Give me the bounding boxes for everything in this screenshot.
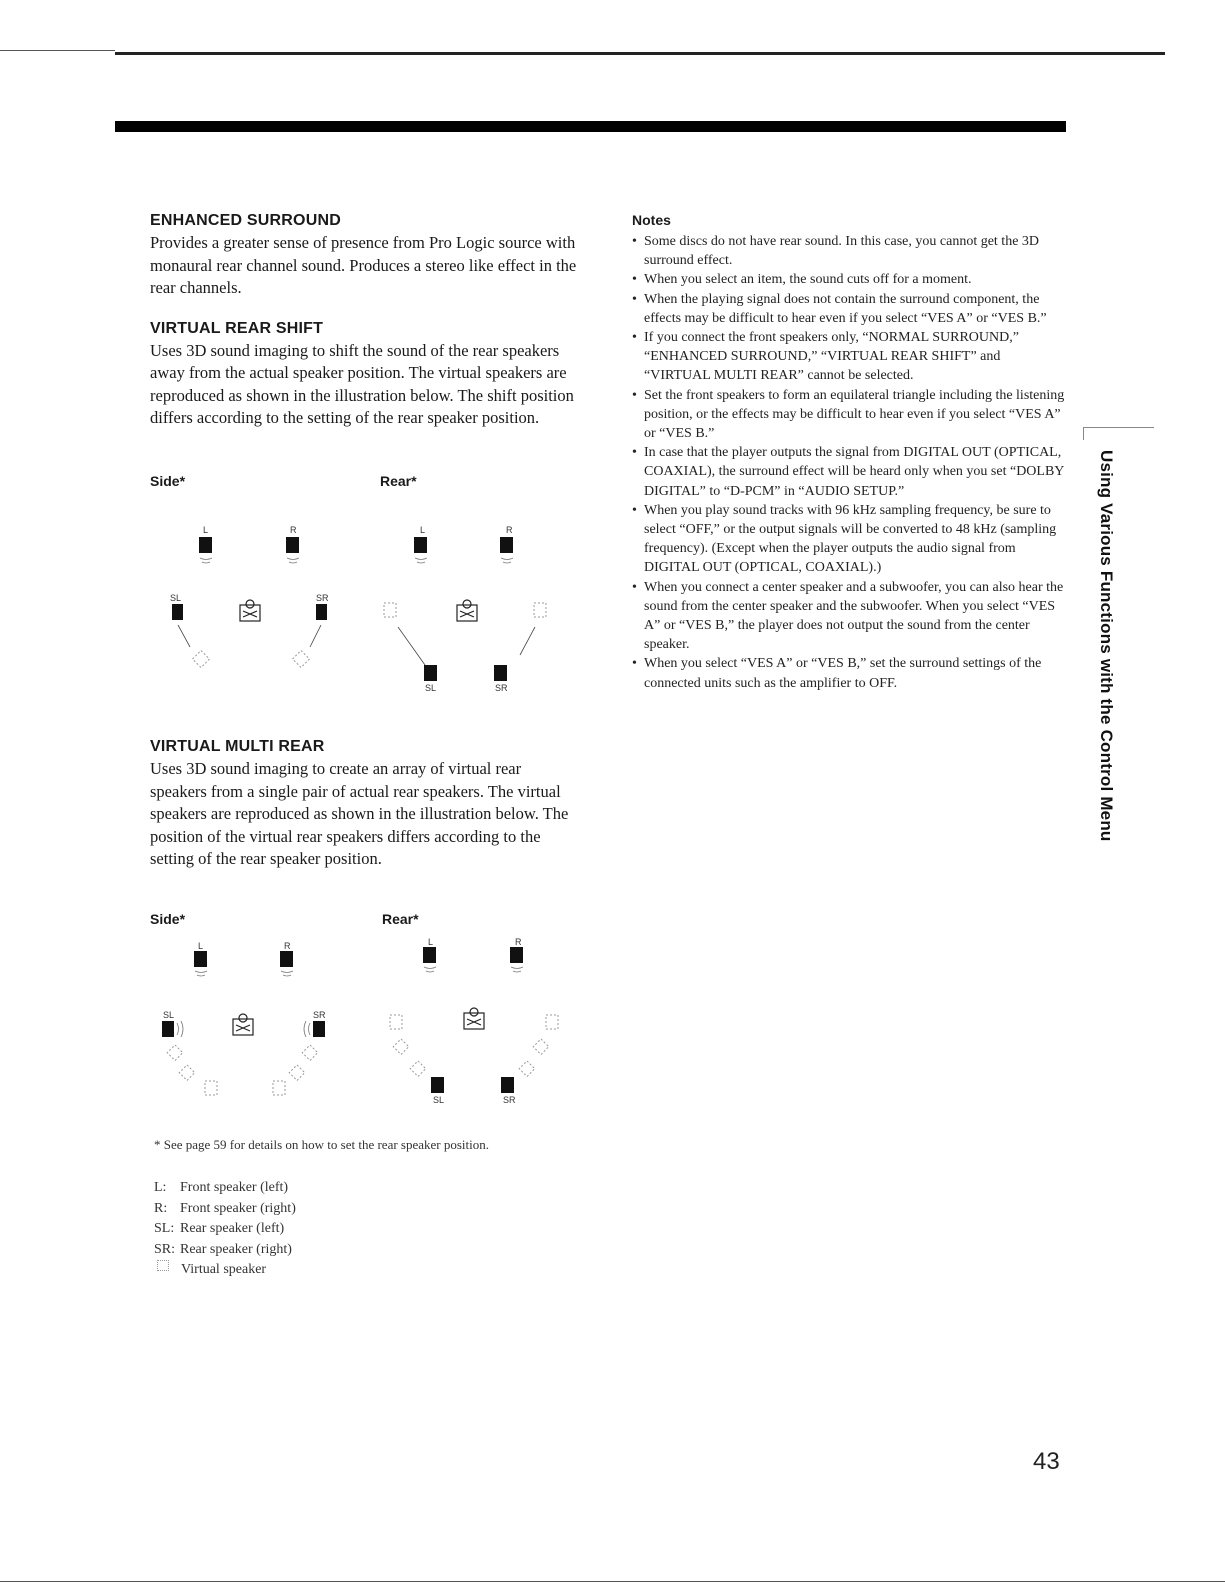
virtual-rear-shift-body: Uses 3D sound imaging to shift the sound of the rear speakers away from the actual speaker position. The virtual speakers are reproduced as shown in the illustration below. The shift position differs according to the setting of the rear speaker position.: [150, 340, 574, 427]
note-item: • When the playing signal does not contain the surround component, the effects may be difficult to hear even if you select “VES A” or “VES B.”: [632, 290, 1067, 328]
diagram2-side-label: Side*: [150, 911, 186, 927]
scan-edge-fragment: [0, 50, 115, 51]
note-item: • When you play sound tracks with 96 kHz sampling frequency, be sure to select “OFF,” or the output signals will be converted to 48 kHz (sampling frequency). (Except when the player outputs the audio signal from DIGITAL OUT (OPTICAL, COAXIAL).): [632, 501, 1067, 578]
svg-text:SL: SL: [425, 683, 437, 693]
note-item: • If you connect the front speakers only, “NORMAL SURROUND,” “ENHANCED SURROUND,” “VIRTUAL REAR SHIFT” and “VIRTUAL MULTI REAR” cannot be selected.: [632, 328, 1067, 386]
left-column: [150, 212, 580, 450]
enhanced-surround-heading: ENHANCED SURROUND: [150, 212, 341, 229]
note-item: • In case that the player outputs the signal from DIGITAL OUT (OPTICAL, COAXIAL), the surround effect will be heard only when you set “DOLBY DIGITAL” to “D-PCM” in “AUDIO SETUP.”: [632, 443, 1067, 501]
legend-row: SL: Rear speaker (left): [154, 1221, 285, 1236]
virtual-speaker: [193, 651, 210, 668]
header-rule: [115, 121, 1066, 132]
label-R: R: [290, 525, 297, 535]
svg-text:R: R: [284, 941, 291, 951]
bottom-scan-edge: [0, 1581, 1225, 1582]
side-tab-bracket: [1083, 427, 1154, 440]
notes-list: [632, 232, 1067, 693]
label-L: L: [203, 525, 209, 535]
legend-row: R: Front speaker (right): [154, 1200, 296, 1216]
virtual-multi-rear-heading: VIRTUAL MULTI REAR: [150, 738, 325, 755]
enhanced-surround-body: Provides a greater sense of presence from Pro Logic source with monaural rear channel sound. Produces a stereo like effect in the rear channels.: [150, 233, 577, 297]
virtual-speaker: [293, 651, 310, 668]
virtual-multi-rear-diagram: [150, 937, 570, 1112]
speaker-front-right: [286, 537, 299, 553]
svg-text:SL: SL: [433, 1095, 445, 1105]
speaker-front-left: [199, 537, 212, 553]
svg-text:L: L: [420, 525, 426, 535]
svg-text:L: L: [198, 941, 204, 951]
listener-icon: [240, 600, 260, 621]
speaker-rear-left: [172, 604, 183, 620]
speaker-rear-right: [316, 604, 327, 620]
diagram1-rear-label: Rear*: [380, 473, 417, 489]
label-SL: SL: [170, 593, 182, 603]
svg-text:SL: SL: [163, 1010, 175, 1020]
notes-column: [632, 212, 1067, 693]
rear-setup: [384, 525, 546, 693]
diagram1-side-label: Side*: [150, 473, 186, 489]
virtual-multi-rear-section: [150, 738, 580, 891]
legend: [154, 1178, 296, 1281]
legend-row: Virtual speaker: [154, 1260, 296, 1281]
side-tab-label: Using Various Functions with the Control Menu: [1097, 450, 1116, 842]
virtual-rear-shift-diagram: [150, 515, 570, 700]
scan-edge-top: [115, 52, 1165, 55]
svg-text:R: R: [515, 937, 522, 947]
svg-text:SR: SR: [495, 683, 508, 693]
svg-text:R: R: [506, 525, 513, 535]
svg-text:SR: SR: [503, 1095, 516, 1105]
note-item: • When you select “VES A” or “VES B,” set the surround settings of the connected units such as the amplifier to OFF.: [632, 654, 1067, 692]
virtual-speaker-icon: [157, 1260, 169, 1271]
footnote: * See page 59 for details on how to set the rear speaker position.: [154, 1137, 490, 1152]
side-tab: [1096, 450, 1136, 870]
note-item: • Some discs do not have rear sound. In this case, you cannot get the 3D surround effect.: [632, 232, 1067, 270]
virtual-multi-rear-body: Uses 3D sound imaging to create an array of virtual rear speakers from a single pair of actual rear speakers. The virtual speakers are reproduced as shown in the illustration below. The position of the virtual rear speakers differs according to the setting of the rear speaker position.: [150, 759, 569, 868]
label-SR: SR: [316, 593, 329, 603]
page-number: 43: [1033, 1448, 1060, 1475]
diagram2-rear-label: Rear*: [382, 911, 419, 927]
note-item: • Set the front speakers to form an equilateral triangle including the listening position, or the effects may be difficult to hear even if you select “VES A” or “VES B.”: [632, 386, 1067, 444]
legend-row: SR: Rear speaker (right): [154, 1241, 292, 1257]
side-setup: [170, 525, 329, 667]
virtual-rear-shift-heading: VIRTUAL REAR SHIFT: [150, 319, 324, 337]
side-setup-multi: [162, 941, 326, 1095]
svg-text:SR: SR: [313, 1010, 326, 1020]
svg-text:L: L: [428, 937, 434, 947]
note-item: • When you select an item, the sound cuts off for a moment.: [632, 270, 1067, 289]
legend-row: L: Front speaker (left): [154, 1180, 289, 1195]
notes-title: Notes: [632, 212, 671, 228]
rear-setup-multi: [390, 937, 558, 1105]
note-item: • When you connect a center speaker and a subwoofer, you can also hear the sound from the center speaker and the subwoofer. When you select “VES A” or “VES B,” the player does not output the sound from the center speaker.: [632, 578, 1067, 655]
